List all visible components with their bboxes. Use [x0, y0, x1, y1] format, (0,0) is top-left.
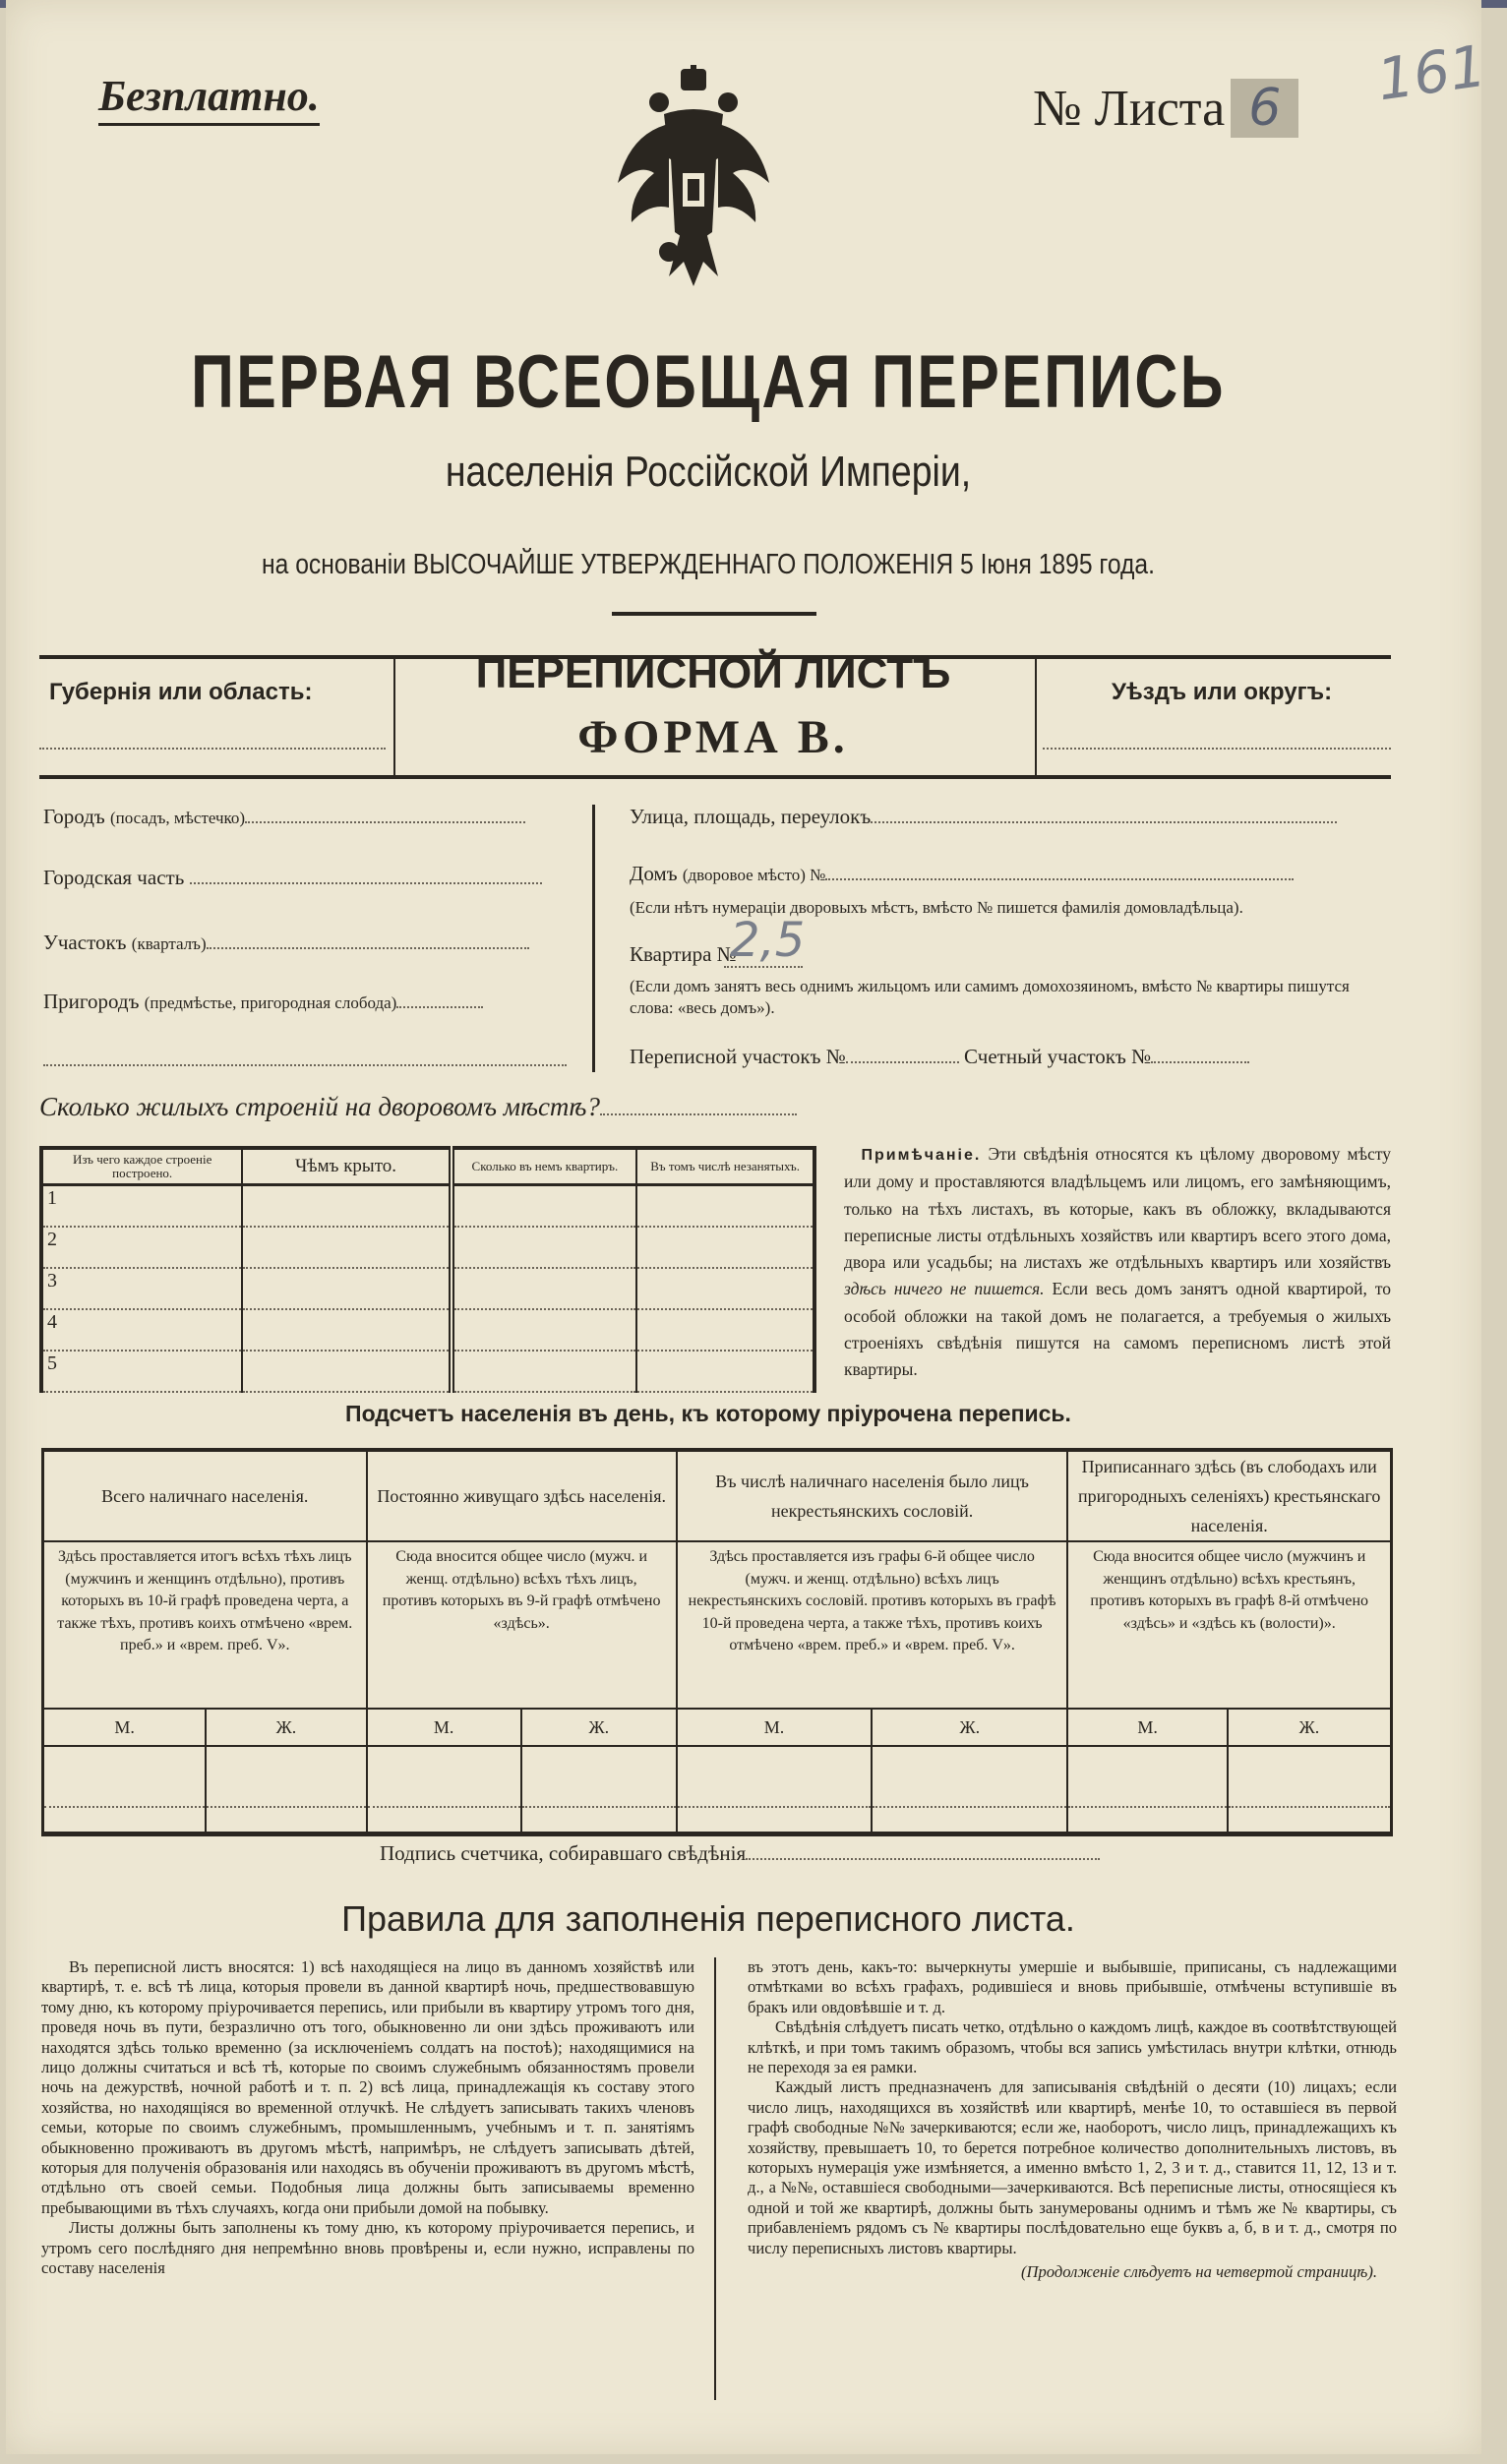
note-text: Эти свѣдѣнія относятся къ цѣлому дворовому мѣсту или дому и проставляются владѣльцемъ или лицомъ, его замѣняющимъ, только на тѣхъ листахъ, въ которые, какъ въ обложку, вкладываются переписные листы отдѣльныхъ хозяйствъ или квартиръ всего этого дома, двора или усадьбы; на листахъ же отдѣльныхъ квартиръ или хозяйствъ — [844, 1144, 1391, 1273]
table-cell — [206, 1807, 366, 1834]
apartment-value: 2,5 — [730, 913, 806, 968]
table-cell[interactable] — [636, 1227, 814, 1268]
table-row — [41, 1351, 814, 1392]
house-note: (Если нѣтъ нумераціи дворовыхъ мѣстъ, вмѣсто № пишется фамилія домовладѣльца). — [630, 898, 1243, 917]
rules-title: Правила для заполненія переписного листа. — [341, 1898, 1075, 1939]
count-row — [43, 1746, 1392, 1807]
district-label: Уѣздъ или округъ: — [1112, 679, 1333, 705]
table-cell[interactable] — [452, 1227, 637, 1268]
table-row — [41, 1185, 814, 1228]
page-subtitle: населенія Россійской Имперіи, — [445, 448, 972, 496]
female-label: Ж. — [206, 1709, 366, 1746]
house-field[interactable] — [630, 862, 1294, 886]
precinct-hint: (кварталъ) — [131, 934, 207, 953]
apartment-label: Квартира № — [630, 942, 737, 966]
table-row — [41, 1227, 814, 1268]
province-label: Губернія или область: — [49, 679, 313, 705]
city-hint: (посадъ, мѣстечко) — [109, 809, 246, 827]
sheet-number-value[interactable]: 6 — [1231, 79, 1298, 138]
table-cell[interactable] — [636, 1309, 814, 1351]
house-input[interactable] — [825, 877, 1294, 880]
buildings-question — [39, 1092, 797, 1122]
count-cell[interactable] — [43, 1746, 207, 1807]
census-district-field[interactable] — [630, 1045, 1249, 1069]
apartment-field[interactable] — [630, 942, 737, 967]
note-label: Примѣчаніе. — [861, 1147, 982, 1164]
buildings-question-text: Сколько жилыхъ строеній на дворовомъ мѣстѣ? — [39, 1092, 600, 1121]
table-cell[interactable] — [452, 1309, 637, 1351]
precinct-input[interactable] — [207, 946, 529, 949]
page-title: ПЕРВАЯ ВСЕОБЩАЯ ПЕРЕПИСЬ — [191, 340, 1226, 424]
divider — [612, 612, 816, 616]
precinct-field[interactable] — [43, 931, 529, 955]
column-header: Изъ чего каждое строеніе построено. — [41, 1148, 242, 1185]
archive-page-number: 161 — [1372, 31, 1490, 114]
note-text: Если весь домъ занятъ одной квартирой, то особой обложки на такой домъ не полагается, а требуемыя о жилыхъ строеніяхъ свѣдѣнія пишутся на самомъ переписномъ листѣ этой квартиры. — [844, 1279, 1392, 1380]
city-input[interactable] — [245, 820, 525, 823]
rules-right-column — [748, 1957, 1397, 2283]
column-header: Постоянно живущаго здѣсь населенія. — [367, 1450, 677, 1541]
census-district-input[interactable] — [846, 1060, 959, 1063]
female-label: Ж. — [872, 1709, 1067, 1746]
table-cell — [521, 1807, 677, 1834]
rules-paragraph: Каждый листъ предназначенъ для записыванія свѣдѣній о десяти (10) лицахъ; если число лицъ, находящихся въ хозяйствѣ или квартирѣ, менѣе 10, то оставшіеся въ первой графѣ свободные №№ зачеркиваются; если же, наоборотъ, число лицъ, принадлежащихъ къ хозяйству, превышаетъ 10, то берется потребное количество дополнительныхъ листовъ, въ которыхъ нумерація уже измѣняется, а именно вмѣсто 1, 2, 3 и т. д., ставится 11, 12, 13 и т. д., а №№, оставшіеся свободными—зачеркиваются. Всѣ переписные листы, относящіеся къ одной и той же квартирѣ, должны быть занумерованы однимъ и тѣмъ же № квартиры, съ прибавленіемъ рядомъ съ № квартиры послѣдовательно еще буквъ а, б, в и т. д., смотря по числу переписныхъ листовъ квартиры. — [748, 2077, 1397, 2257]
column-description: Здѣсь проставляется изъ графы 6-й общее число (мужч. и женщ. отдѣльно) всѣхъ лицъ некрестьянскихъ сословій. противъ которыхъ въ графѣ 10-й проведена черта, а также тѣхъ, противъ коихъ отмѣчено «врем. преб.» и «врем. преб. V». — [677, 1541, 1068, 1709]
precinct-label: Участокъ — [43, 931, 127, 954]
table-cell[interactable] — [636, 1268, 814, 1309]
signature-label: Подпись счетчика, собиравшаго свѣдѣнія — [380, 1841, 747, 1865]
form-subtitle: ФОРМА В. — [577, 711, 849, 763]
sheet-number-label: № Листа — [1033, 81, 1226, 137]
suburb-input[interactable] — [396, 1005, 483, 1008]
count-cell[interactable] — [206, 1746, 366, 1807]
column-description: Здѣсь проставляется итогъ всѣхъ тѣхъ лицъ (мужчинъ и женщинъ отдѣльно), противъ которыхъ въ 10-й графѣ проведена черта, а также тѣхъ, противъ коихъ отмѣчено «врем. преб.» и «врем. преб. V». — [43, 1541, 367, 1709]
suburb-label: Пригородъ — [43, 990, 140, 1013]
city-part-input[interactable] — [190, 881, 542, 884]
row-number[interactable]: 3 — [41, 1268, 242, 1309]
spacer-row — [43, 1807, 1392, 1834]
row-number[interactable]: 5 — [41, 1351, 242, 1392]
population-table — [41, 1448, 1393, 1836]
table-cell — [1228, 1807, 1392, 1834]
street-field[interactable] — [630, 805, 1337, 829]
street-label: Улица, площадь, переулокъ — [630, 805, 872, 828]
city-field[interactable] — [43, 805, 525, 829]
column-header: Приписаннаго здѣсь (въ слободахъ или пригородныхъ селеніяхъ) крестьянскаго населенія. — [1067, 1450, 1391, 1541]
suburb-input-line-2[interactable] — [43, 1064, 567, 1066]
column-header: Чѣмъ крыто. — [242, 1148, 451, 1185]
city-part-field[interactable] — [43, 866, 542, 890]
male-label: М. — [677, 1709, 872, 1746]
column-header: Въ числѣ наличнаго населенія было лицъ некрестьянскихъ сословій. — [677, 1450, 1068, 1541]
male-label: М. — [43, 1709, 207, 1746]
table-row — [41, 1268, 814, 1309]
count-cell[interactable] — [872, 1746, 1067, 1807]
suburb-hint: (предмѣстье, пригородная слобода) — [144, 993, 397, 1012]
rules-left-column — [41, 1957, 694, 2279]
table-cell[interactable] — [242, 1185, 451, 1228]
sheet-number — [1033, 79, 1298, 138]
column-header: Сколько въ немъ квартиръ. — [452, 1148, 637, 1185]
legal-basis: на основаніи ВЫСОЧАЙШЕ УТВЕРЖДЕННАГО ПОЛОЖЕНІЯ 5 Іюня 1895 года. — [262, 549, 1155, 580]
table-cell[interactable] — [242, 1227, 451, 1268]
table-cell — [367, 1807, 521, 1834]
table-cell[interactable] — [452, 1268, 637, 1309]
count-cell[interactable] — [1067, 1746, 1227, 1807]
female-label: Ж. — [1228, 1709, 1392, 1746]
form-title: ПЕРЕПИСНОЙ ЛИСТЪ — [475, 649, 951, 697]
table-cell[interactable] — [242, 1309, 451, 1351]
free-of-charge-label: Безплатно. — [98, 71, 320, 126]
suburb-field[interactable] — [43, 990, 483, 1014]
continued-note: (Продолженіе слѣдуетъ на четвертой страницѣ). — [1020, 2262, 1377, 2282]
district-field[interactable] — [1043, 748, 1391, 750]
street-input[interactable] — [871, 820, 1337, 823]
rules-paragraph: Въ переписной листъ вносятся: 1) всѣ находящіеся на лицо въ данномъ хозяйствѣ или квартирѣ, т. е. всѣ тѣ лица, которыя провели въ данной квартирѣ ночь, предшествовавшую тому дню, къ которому пріурочивается перепись, или прибыли въ квартиру утромъ того дня, проведя ночь въ пути, безразлично отъ того, обыкновенно ли они здѣсь проживаютъ или находятся здѣсь только временно (за исключеніемъ солдатъ на постоѣ); находящимися на лицо должны считаться и всѣ тѣ, которые по своимъ служебнымъ обязанностямъ провели ночь на дежурствѣ, ночной работѣ и т. п. 2) всѣ лица, принадлежащія къ составу этого хозяйства, но находящіяся во временной отлучкѣ. Не слѣдуетъ записывать такихъ членовъ семьи, которые по своимъ служебнымъ, промышленнымъ, учебнымъ и т. п. занятіямъ обыкновенно проживаютъ въ другомъ мѣстѣ, напримѣръ, не слѣдуетъ записывать дѣтей, которыя для полученія образованія или находясь въ обученіи проживаютъ въ другомъ мѣстѣ, отдѣльно отъ своей семьи. Подобныя лица должны быть записываемы временно пребывающими въ тѣхъ случаяхъ, когда они прибыли домой на побывку. — [41, 1957, 694, 2217]
table-cell[interactable] — [242, 1351, 451, 1392]
rules-paragraph: Листы должны быть заполнены къ тому дню, къ которому пріурочивается перепись, и утромъ сего послѣдняго дня непремѣнно вновь провѣрены и, если нужно, исправлены по составу населенія — [41, 2218, 694, 2278]
signature-input[interactable] — [746, 1857, 1100, 1860]
row-number[interactable]: 2 — [41, 1227, 242, 1268]
apartment-note: (Если домъ занятъ весь однимъ жильцомъ или самимъ домохозяиномъ, вмѣсто № квартиры пишутся слова: «весь домъ»). — [630, 977, 1350, 1017]
table-cell[interactable] — [636, 1351, 814, 1392]
table-cell — [872, 1807, 1067, 1834]
table-row — [41, 1309, 814, 1351]
count-cell[interactable] — [367, 1746, 521, 1807]
column-description: Сюда вносится общее число (мужчинъ и женщинъ отдѣльно) всѣхъ крестьянъ, противъ которыхъ въ графѣ 8-й отмѣчено «здѣсь» и «здѣсь къ (волости)». — [1067, 1541, 1391, 1709]
divider — [592, 805, 595, 1072]
divider — [1035, 659, 1037, 775]
enumerator-signature-field[interactable] — [380, 1841, 1100, 1866]
buildings-table — [39, 1146, 816, 1393]
count-district-input[interactable] — [1151, 1060, 1249, 1063]
city-label: Городъ — [43, 805, 105, 828]
column-header: Въ томъ числѣ незанятыхъ. — [636, 1148, 814, 1185]
house-label: Домъ — [630, 862, 678, 885]
count-district-label: Счетный участокъ № — [964, 1045, 1152, 1068]
note-text-italic: здѣсь ничего не пишется. — [844, 1279, 1045, 1299]
province-field[interactable] — [39, 748, 386, 750]
table-cell[interactable] — [242, 1268, 451, 1309]
population-count-title: Подсчетъ населенія въ день, къ которому пріурочена перепись. — [345, 1401, 1071, 1426]
count-cell[interactable] — [677, 1746, 872, 1807]
column-header: Всего наличнаго населенія. — [43, 1450, 367, 1541]
table-cell[interactable] — [452, 1185, 637, 1228]
census-district-label: Переписной участокъ № — [630, 1045, 846, 1068]
table-cell — [43, 1807, 207, 1834]
table-cell[interactable] — [636, 1185, 814, 1228]
count-cell[interactable] — [1228, 1746, 1392, 1807]
rules-paragraph: въ этотъ день, какъ-то: вычеркнуты умершіе и выбывшіе, приписаны, съ надлежащими отмѣтками во всѣхъ графахъ, родившіеся и вновь прибывшіе, отмѣчены вступившіе въ бракъ или овдовѣвшіе и т. д. — [748, 1957, 1397, 2016]
sex-header-row — [43, 1709, 1392, 1746]
buildings-answer-input[interactable] — [600, 1112, 797, 1115]
table-cell — [1067, 1807, 1227, 1834]
description-row — [43, 1541, 1392, 1709]
table-header-row — [43, 1450, 1392, 1541]
male-label: М. — [367, 1709, 521, 1746]
house-hint: (дворовое мѣсто) № — [682, 866, 826, 884]
note-paragraph — [844, 1141, 1391, 1384]
count-cell[interactable] — [521, 1746, 677, 1807]
column-description: Сюда вносится общее число (мужч. и женщ. отдѣльно) всѣхъ тѣхъ лицъ, противъ которыхъ въ 9-й графѣ отмѣчено «здѣсь». — [367, 1541, 677, 1709]
rules-paragraph: Свѣдѣнія слѣдуетъ писать четко, отдѣльно о каждомъ лицѣ, каждое въ соотвѣтствующей клѣткѣ, и при томъ такимъ образомъ, чтобы вся запись умѣстилась внутри клѣтки, отнюдь не переходя за ея рамки. — [748, 2017, 1397, 2077]
divider — [714, 1957, 716, 2400]
row-number[interactable]: 1 — [41, 1185, 242, 1228]
table-cell[interactable] — [452, 1351, 637, 1392]
table-cell — [677, 1807, 872, 1834]
city-part-label: Городская часть — [43, 866, 185, 889]
table-header-row — [41, 1148, 814, 1185]
row-number[interactable]: 4 — [41, 1309, 242, 1351]
male-label: М. — [1067, 1709, 1227, 1746]
female-label: Ж. — [521, 1709, 677, 1746]
imperial-double-headed-eagle-icon — [610, 65, 777, 301]
